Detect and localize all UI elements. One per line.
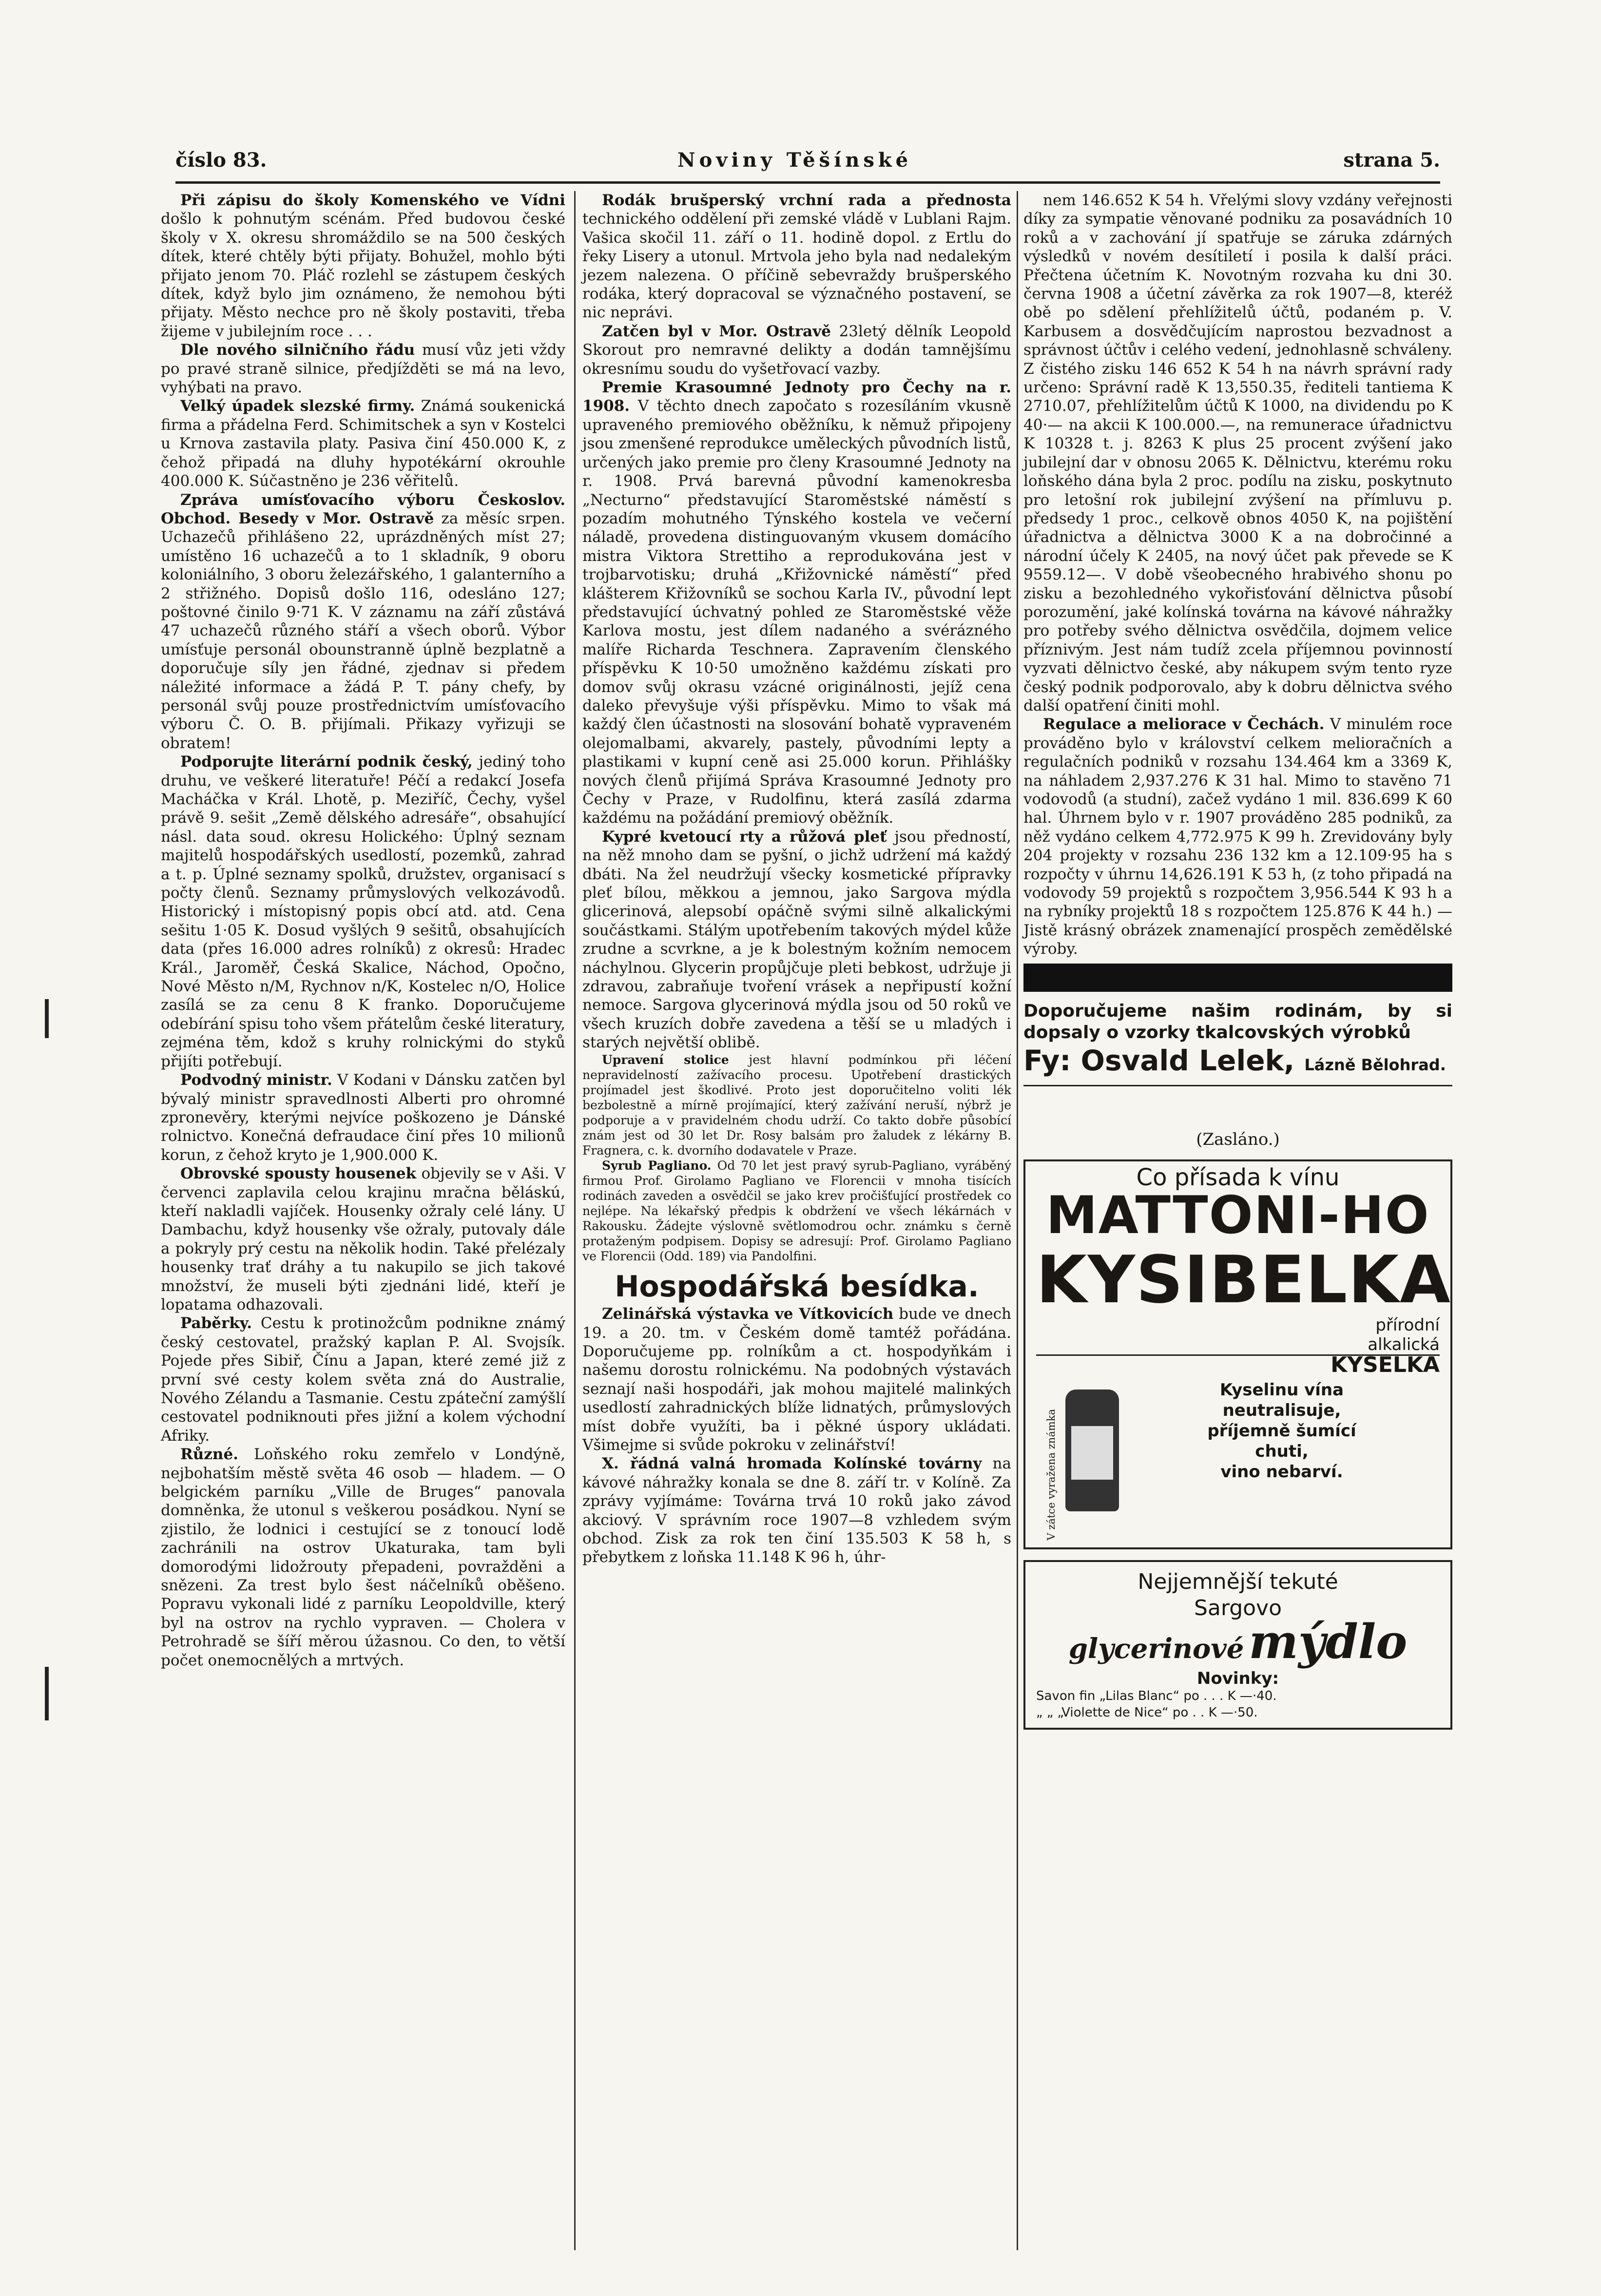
article-text: Známá soukenická firma a přádelna Ferd. Schimitschek a syn v Kostelci u Krnova zastavila platy. Pasiva činí 450.000 K, z čehož připadá na dluhy hypotékární okrouhle 400.000 K. Súčastněno je 236 věřitelů. [161, 397, 566, 490]
article-text: technického oddělení při zemské vládě v Lublani Rajm. Vašica skočil 11. září o 11. hodině dopol. z Ertlu do řeky Lisery a utonul. Mrtvola jeho byla nad nedalekým jezem nalezena. O příčině sebevraždy brušperského rodáka, který dopracoval se význačného postavení, se nic neprávi. [582, 210, 1011, 322]
sargovo-glycerin: glycerinové [1068, 1632, 1244, 1665]
mattoni-lower [1036, 1380, 1440, 1541]
article-text: Od 70 let jest pravý syrub-Pagliano, vyráběný firmou Prof. Girolamo Pagliano ve Florencii v mnoha tisících rodinách zaveden a osvědčil se jako krev pročišťující prostředek co nejlépe. Na lékařský předpis k obdržení ve všech lékárnách v Rakousku. Žádejte výslovně světlomodrou ochr. známku s černě protaženým podpisem. Dopisy se adresují: Prof. Girolamo Pagliano ve Florencii (Odd. 189) via Pandolfini. [582, 1158, 1011, 1263]
sargovo-advertisement [1023, 1560, 1452, 1730]
article-text: na kávové náhražky konala se dne 8. září tr. v Kolíně. Za zprávy vyjímáme: Továrna trvá 10 roků jako závod akciový. V správním roce 1907—8 vzhledem svým obchod. Zisk za rok ten činí 135.503 K 58 h, s přebytkem z loňska 11.148 K 96 h, úhr- [582, 1455, 1011, 1566]
article-paragraph [161, 1314, 565, 1445]
article-text: bude ve dnech 19. a 20. tm. v Českém domě tamtéž pořádána. Doporučujeme pp. rolníkům a ct. hospodyňkám i našemu dorostu rolnickému. Na podobných výstavách seznají naši hospodáři, jak mohou majitelé malinkých usedlostí zahradnických blíže lidnatých, průmyslových míst dobře využíti, ba i pěkné úspory ukládati. Všimejme si svůde pokroku v zelinářství! [582, 1305, 1011, 1454]
article-paragraph [161, 341, 565, 397]
page-number: strana 5. [1343, 149, 1440, 172]
article-paragraph [1023, 191, 1452, 715]
mattoni-text-3: příjemně šumící [1207, 1421, 1356, 1441]
article-text: V těchto dnech započato s rozesíláním vkusně upraveného premiového oběžníku, k němuž připojeny jsou zmenšené reprodukce uměleckých původních listů, určených jako premie pro členy Krasoumné Jednoty na r. 1908. Prvá barevná původní kamenokresba „Necturno“ představující Staroměstské náměstí s pozadím mohutného Týnského kostela ve večerní náladě, provedena distinguovaným vkusem domácího mistra Viktora Strettiho a reprodukována jest v trojbarvotisku; druhá „Křižovnické náměstí“ před klášterem Křižovníků se sochou Karla IV., původní lept představující úchvatný pohled ze Staroměstské věže Karlova mostu, jest dílem nadaného a svérázného malíře Richarda Teschnera. Zapravením členského příspěvku K 10·50 umožněno každému získati pro domov svůj okrasu vzácné originálnosti, jejíž cena daleko převyšuje výši příspěvku. Mimo to však má každý člen účastnosti na slosování bohatě vypraveném olejomalbami, akvarely, pastely, původními lepty a plastikami v kupní ceně asi 25.000 korun. Přihlášky nových členů přijímá Správa Krasoumné Jednoty pro Čechy v Praze, v Rudolfinu, která zasílá zdarma každému na požádání premiový oběžník. [582, 397, 1011, 827]
ad-prefix: Fy: [1023, 1043, 1071, 1077]
bottle-label-icon [1071, 1426, 1113, 1480]
ad-headline: Doporučujeme našim rodinám, by si dopsaly o vzorky tkalcovských výrobků [1023, 1001, 1452, 1042]
mattoni-advertisement [1023, 1159, 1452, 1549]
article-paragraph [161, 752, 565, 1071]
column-divider [1017, 191, 1018, 2250]
section-title: Hospodářská besídka. [615, 1269, 979, 1304]
article-text: Cestu k protinožcům podnikne známý český cestovatel, pražský kaplan P. Al. Svojsík. Pojede přes Sibiř, Čínu a Japan, které zemé již z první své cesty kolem světa zná do Australie, Nového Zélandu a Tasmanie. Cestu zpáteční zamýšlí cestovatel podniknouti přes jižní a kolem východní Afriky. [161, 1314, 565, 1445]
scan-edge-mark [45, 999, 49, 1038]
ad-brand-line [1023, 1043, 1452, 1086]
article-paragraph [582, 378, 1011, 828]
article-text: došlo k pohnutým scénám. Před budovou české školy v X. okresu shromáždilo se na 500 českých dítek, které chtěly býti přijaty. Bohužel, mohlo býti přijato jenom 70. Pláč rozlehl se zástupem českých dítek, když bylo jim oznámeno, že nemohou býti přijaty. Město nechce pro ně školy postaviti, třeba žijeme v jubilejním roce . . . [161, 210, 565, 340]
article-lead: X. řádná valná hromada Kolínské továrny [602, 1455, 982, 1473]
article-lead: Zelinářská výstavka ve Vítkovicích [602, 1305, 894, 1323]
ad-brand-name: Osvald Lelek, [1080, 1043, 1295, 1077]
article-paragraph [161, 1071, 565, 1164]
article-text: jsou předností, na něž mnoho dam se pyšní, o jichž udržení má každý dbáti. Na žel neudržují všecky kosmetické přípravky pleť bílou, měkkou a jemnou, jako Sargova mýdla glicerinová, alepsobí opáčně svými silně alkalickými součástkami. Stálým upotřebením takových mýdel kůže zrudne a scvrkne, a je k bolestným kožním nemocem náchylnou. Glycerin propůjčuje pleti bebkost, udržuje ji zdravou, zabraňuje tvoření vrásek a nepřipustí kožní nemoce. Sargova glycerinová mýdla jsou od 50 roků ve všech kruzích dobře zavedena a těší se u mladých i starých největší oblibě. [582, 828, 1011, 1052]
article-text: nem 146.652 K 54 h. Vřelými slovy vzdány veřejnosti díky za sympatie věnované podniku za posavádních 10 roků a v zachování jí spatřuje se záruka zdárných výsledků v novém desítiletí i posila k další práci. Přečtena účetním K. Novotným rozvaha ku dni 30. června 1908 a účetní závěrka za rok 1907—8, kteréž obě po sdělení přehlížitelů účtů, podaném p. V. Karbusem a dosvědčujícím naprostou bezvadnost a správnost účtův i celého vedení, jednohlasně schváleny. Z čistého zisku 146 652 K 54 h na návrh správní rady určeno: Správní radě K 13,550.35, řediteli tantiema K 2710.07, přehlížitelům účtů K 1000, na dividendu po K 40·— na akcii K 100.000.—, na remunerace úřadnictvu K 10328 t. j. 8263 K plus 25 procent zvýšení jako jubilejní dar v obnosu 2065 K. Dělnictvu, kterému roku loňského dána byla 2 proc. podílu na zisku, poskytnuto pro letošní rok jubilejní zvýšení na přímluvu p. předsedy 1 proc., celkově obnos 4050 K, na pojištění úřadnictva a dělnictva 3000 K a na dobročinné a národní účely K 2405, na nový účet pak převede se K 9559.12—. V době všeobecného hrabivého shonu po zisku a bezohledného vykořisťování dělnictva působí porozumění, jaké kolínská továrna na kávové náhražky pro potřeby svého dělnictva osvědčila, dojmem velice příznivým. Jest nám tudíž zcela příjemnou povinností vyzvati dělnictvo české, aby nákupem svým tento ryze český podnik podporovalo, aby k dobru dělnictva svého další opatření činiti mohl. [1023, 192, 1452, 714]
article-text: Loňského roku zemřelo v Londýně, nejbohatším městě světa 46 osob — hladem. — O belgickém parníku „Ville de Bruges“ panovala domněnka, že utonul s veškerou posádkou. Nyní se zjistilo, že lodnici i cestující se z tonoucí lodě zachránili na ostrov Ukaturaka, tam byli domorodými lidožrouty přepadeni, povražděni a snězeni. Za trest bylo šest náčelníků oběšeno. Popravu vykonali lidé z parníku Leopoldville, který byl na ostrov na rychlo vypraven. — Cholera v Petrohradě se šíří měrou úžasnou. Co den, to větší počet onemocnělých a mrtvých. [161, 1446, 565, 1669]
sargovo-line1: Nejjemnější tekuté [1138, 1569, 1338, 1594]
tkalcovske-advertisement [1023, 1001, 1452, 1086]
sargovo-novinky: Novinky: [1196, 1668, 1279, 1688]
article-lead: Obrovské spousty housenek [180, 1165, 417, 1183]
article-paragraph [161, 1164, 565, 1314]
header-rule [175, 181, 1440, 184]
mattoni-text-2: neutralisuje, [1222, 1400, 1341, 1420]
article-lead: Podporujte literární podnik český, [180, 753, 473, 771]
zaslano-heading: (Zasláno.) [1196, 1129, 1280, 1149]
article-lead: Rodák brušperský vrchní rada a přednosta [602, 192, 1011, 209]
article-lead: Upravení stolice [602, 1052, 729, 1067]
article-text: musí vůz jeti vždy po pravé straně silnice, předjížděti se má na levo, vyhýbati na pravo. [161, 341, 565, 397]
article-lead: Velký úpadek slezské firmy. [180, 397, 415, 415]
mattoni-side-text: V zátce vyražena známka [1045, 1408, 1057, 1541]
article-lead: Regulace a meliorace v Čechách. [1043, 715, 1325, 733]
article-text: jest hlavní podmínkou při léčení nepravidelností zažívacího procesu. Upotřebení drastických projímadel jest škodlivé. Proto jest doporučitelno voliti lék bezbolestně a mírně projímající, který zažívání neruší, nýbrž je podporuje a v pravidelném chodu udrží. Co takto dobře působící znám jest od 30 let Dr. Rosy balsám pro žaludek z lékárny B. Fragnera, c. k. dvorního dodavatele v Praze. [582, 1052, 1011, 1158]
mattoni-text-5: vino nebarví. [1220, 1462, 1343, 1482]
kysibelka-title: KYSIBELKA [1036, 1242, 1451, 1318]
article-lead: Paběrky. [180, 1314, 252, 1332]
article-paragraph [582, 1305, 1011, 1454]
mattoni-line1: Co přísada k vínu [1136, 1164, 1340, 1192]
article-text: V Kodani v Dánsku zatčen byl bývalý ministr spravedlnosti Alberti pro ohromné zpronevěry, kterými nejvíce poškozeno je Dánské rolnictvo. Konečná defraudace činí přes 10 milionů korun, z čehož kryto je 1,900.000 K. [161, 1071, 566, 1164]
sargovo-mydlo: mýdlo [1249, 1614, 1408, 1669]
sargovo-row-2: „ „ „Violette de Nice“ po . . K —·50. [1036, 1705, 1258, 1720]
article-lead: Různé. [180, 1446, 238, 1464]
article-paragraph [161, 1445, 565, 1670]
article-lead: Podvodný ministr. [180, 1071, 332, 1089]
article-paragraph [582, 322, 1011, 378]
article-lead: Premie Krasoumné Jednoty pro Čechy na r. 1908. [582, 379, 1011, 415]
mattoni-brand: MATTONI-HO [1046, 1185, 1430, 1246]
column-3-articles [1023, 191, 1452, 959]
article-lead: Zpráva umísťovacího výboru Českoslov. Obchod. Besedy v Mor. Ostravě [161, 491, 565, 527]
article-paragraph [161, 491, 565, 753]
article-paragraph [582, 828, 1011, 1052]
article-lead: Zatčen byl v Mor. Ostravě [602, 322, 831, 340]
article-paragraph [1023, 715, 1452, 958]
newspaper-title: Noviny Těšínské [677, 149, 912, 172]
article-lead: Dle nového silničního řádu [180, 341, 415, 359]
sargovo-title-row [1036, 1614, 1440, 1669]
article-paragraph [161, 397, 565, 490]
article-paragraph [161, 191, 565, 341]
article-text: za měsíc srpen. Uchazečů přihlášeno 22, uprázdněných míst 27; umístěno 16 uchazečů a to 1 skladník, 9 oboru koloniálního, 3 oboru železářského, 1 galanterního a 2 střižného. Dopisů došlo 116, odesláno 127; poštovné činilo 9·71 K. V záznamu na září zůstává 47 uchazečů různého stáří a všech oborů. Výbor umísťuje personál obounstranně úplně bezplatně a doporučuje síly jen řádné, zjednav si předem náležité informace a žádá P. T. pány chefy, by personál svůj pouze prostřednictvím umísťovacího výboru Č. O. B. přijímali. Přikazy vyřizuji se obratem! [161, 509, 565, 752]
article-lead: Při zápisu do školy Komenského ve Vídni [180, 192, 565, 209]
mattoni-text-1: Kyselinu vína [1219, 1380, 1344, 1400]
issue-number: číslo 83. [175, 149, 267, 172]
article-text: V minulém roce prováděno bylo v království celkem melioračních a regulačních podniků v rozsahu 134.464 km a 3369 K, na náhladem 2,937.276 K 31 hal. Mimo to stavěno 71 vodovodů (a studní), začež vydáno 1 mil. 836.699 K 60 hal. Úhrnem bylo v r. 1907 prováděno 285 podniků, za něž vydáno celkem 4,772.975 K 99 h. Zrevidovány byly 204 projekty v rozsahu 236 132 km a 12.109·95 ha s rozpočty v úhrnu 14,626.191 K 53 h, (z toho připadá na vodovody 59 projektů s rozpočtem 3,956.544 K 93 h a na rybníky projektů 18 s rozpočtem 125.876 K 44 h.) — Jistě krásný obrázek znamenající prospěch zemědělské výroby. [1023, 715, 1452, 958]
kyselka-label: KYSELKA [1036, 1354, 1440, 1374]
article-lead: Syrub Pagliano. [602, 1158, 712, 1173]
scan-edge-mark [45, 1667, 49, 1720]
article-paragraph [582, 1158, 1011, 1264]
article-paragraph [582, 1454, 1011, 1566]
column-1 [161, 191, 565, 1670]
column-3 [1023, 191, 1452, 1740]
article-paragraph [582, 1052, 1011, 1158]
column-divider [574, 191, 576, 2250]
article-lead: Kypré kvetoucí rty a růžová pleť [602, 828, 887, 846]
article-paragraph [582, 191, 1011, 322]
article-text: objevily se v Aši. V červenci zaplavila celou krajinu mračna běláskú, kteří nakladli vajíček. Housenky ožraly celé lány. U Dambachu, když housenky vše ožraly, putovaly dále a pokryly prý cestu na několik hodin. Také přelézaly housenky trať dráhy a tu nakupilo se jich takové množství, že museli býti zjednáni lidé, kteří je lopatama odhazovali. [161, 1165, 565, 1313]
ad-place: Lázně Bělohrad. [1304, 1055, 1446, 1074]
mattoni-desc-1: přírodní [1375, 1315, 1440, 1335]
article-text: 23letý dělník Leopold Skorout pro nemravné delikty a dodán tamnějšímu okresnímu soudu do vyšetřovací vazby. [582, 322, 1011, 378]
sargovo-row-1: Savon fin „Lilas Blanc“ po . . . K —·40. [1036, 1689, 1277, 1704]
sargovo-line2: Sargovo [1194, 1595, 1282, 1621]
page-header [175, 149, 1440, 178]
column-2 [582, 191, 1011, 1567]
article-text: jediný toho druhu, ve veškeré literatuře! Péčí a redakcí Josefa Macháčka v Král. Lhotě, p. Meziříč, Čechy, vyšel právě 9. sešit „Země dělského adresáře“, obsahující násl. data soud. okresu Holického: Úplný seznam majitelů hospodářských usedlostí, pozemků, zahrad a t. p. Úplné seznamy spolků, družstev, organisací s počty členů. Seznamy průmyslových velkozávodů. Historický i místopisný popis obcí atd. atd. Cena sešitu 1·05 K. Dosud vyšlých 9 sešitů, obsahujících data (přes 16.000 adres rolníků) z okresů: Hradec Král., Jaroměř, Česká Skalice, Náchod, Opočno, Nové Město n/M, Rychnov n/K, Kostelec n/O, Holice zasílá se za cenu 8 K franko. Doporučujeme odebírání spisu toho všem přátelům české literatury, zejména těm, kdož s kruhy rolnickými do styků přijíti potřebují. [161, 753, 565, 1070]
black-bar [1023, 964, 1452, 992]
mattoni-text-4: chuti, [1255, 1441, 1309, 1461]
mattoni-desc-2: alkalická [1368, 1335, 1440, 1355]
